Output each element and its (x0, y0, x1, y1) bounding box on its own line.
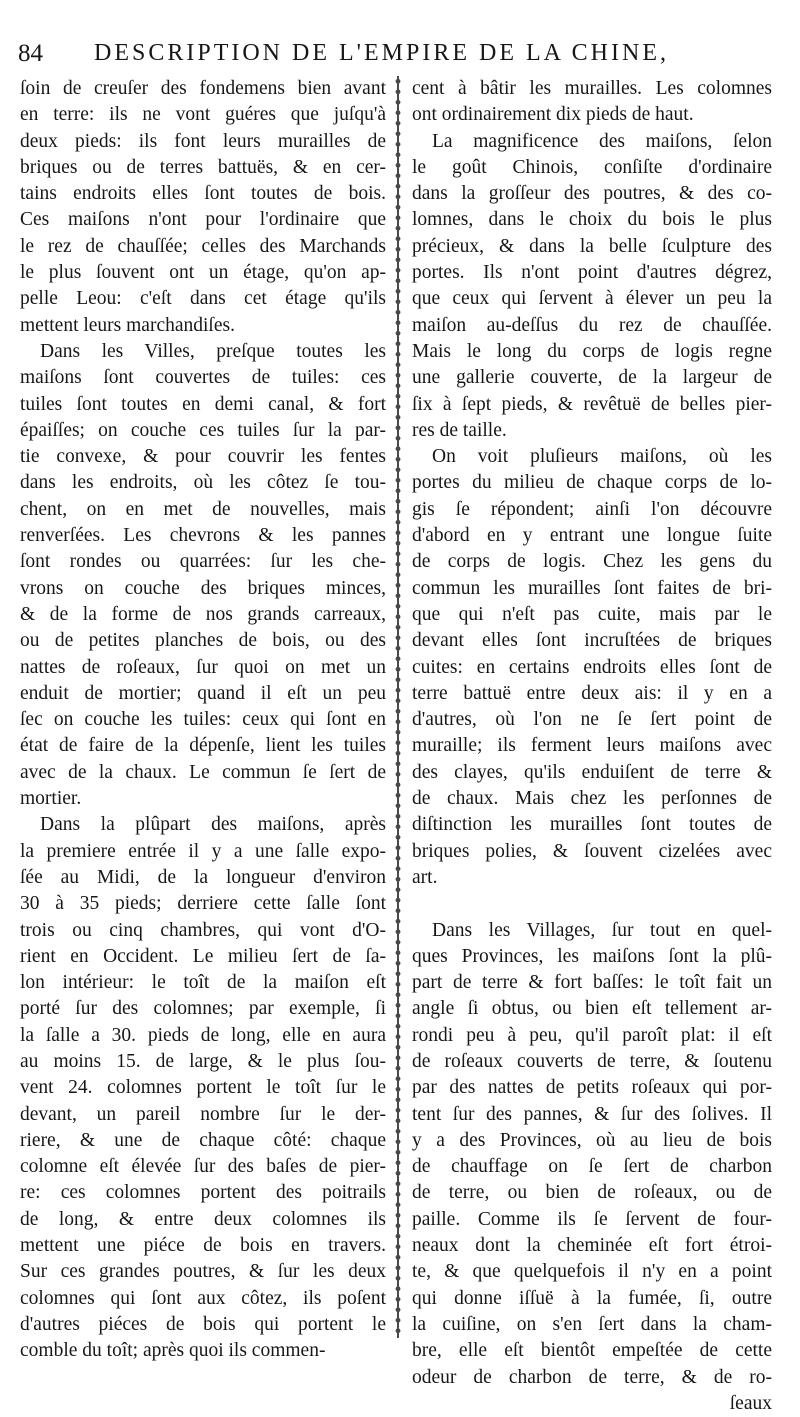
text-line: renverſées. Les chevrons & les pannes (20, 525, 386, 547)
page-header (18, 40, 788, 72)
text-line: tent ſur des pannes, & ſur des ſolives. Il (412, 1103, 772, 1125)
text-line: Mais le long du corps de logis regne (412, 340, 772, 362)
text-line: devant, un pareil nombre ſur le der- (20, 1103, 386, 1125)
text-line: devant elles ſont incruſtées de briques (412, 630, 772, 652)
text-line: Ces maiſons n'ont pour l'ordinaire que (20, 209, 386, 231)
text-line: enduit de mortier; quand il eſt un peu (20, 682, 386, 704)
text-line: de long, & entre deux colomnes ils (20, 1208, 386, 1230)
text-line: d'autres, où l'on ne ſe ſert point de (412, 709, 772, 731)
text-line: terre battuë entre deux ais: il y en a (412, 682, 772, 704)
text-line: Sur ces grandes poutres, & ſur les deux (20, 1261, 386, 1283)
text-line: en terre: ils ne vont guéres que juſqu'à (20, 104, 386, 126)
text-line: cuites: en certains endroits elles ſont de (412, 656, 772, 678)
text-line: trois ou cinq chambres, qui vont d'O- (20, 919, 386, 941)
text-line: rondi peu à peu, qu'il paroît plat: il eſt (412, 1024, 772, 1046)
text-line: des clayes, qu'ils enduiſent de terre & (412, 761, 772, 783)
text-line: par des nattes de petits roſeaux qui por- (412, 1077, 772, 1099)
text-line: ſix à ſept pieds, & revêtuë de belles pier- (412, 393, 772, 415)
text-line: muraille; ils ferment leurs maiſons avec (412, 735, 772, 757)
text-line: Dans les Villes, preſque toutes les (40, 340, 386, 362)
text-line: commun les murailles ſont faites de bri- (412, 577, 772, 599)
text-line: une gallerie couverte, de la largeur de (412, 367, 772, 389)
text-line: Dans la plûpart des maiſons, après (40, 814, 386, 836)
text-line: avec de la chaux. Le commun ſe ſert de (20, 761, 386, 783)
text-line: bre, elle eſt bientôt empeſtée de cette (412, 1340, 772, 1362)
text-line: Dans les Villages, ſur tout en quel- (432, 919, 772, 941)
text-line: nattes de roſeaux, ſur quoi on met un (20, 656, 386, 678)
text-line: dans les endroits, où les côtez ſe tou- (20, 472, 386, 494)
text-line: lomnes, dans le choix du bois le plus (412, 209, 772, 231)
catchword: ſeaux (729, 1392, 772, 1414)
text-line: ques Provinces, les maiſons ſont la plû- (412, 945, 772, 967)
text-line: deux pieds: ils font leurs murailles de (20, 130, 386, 152)
text-line: diſtinction les murailles ſont toutes de (412, 814, 772, 836)
text-line: ou de petites planches de bois, ou des (20, 630, 386, 652)
text-line: dans la groſſeur des poutres, & des co- (412, 183, 772, 205)
text-line: d'abord en y entrant une longue ſuite (412, 525, 772, 547)
text-line: ſée au Midi, de la longueur d'environ (20, 866, 386, 888)
text-line: le plus ſouvent ont un étage, qu'on ap- (20, 262, 386, 284)
text-line: de chauffage on ſe ſert de charbon (412, 1156, 772, 1178)
text-line: lon intérieur: le toît de la maiſon eſt (20, 972, 386, 994)
text-line: rient en Occident. Le milieu ſert de ſa- (20, 945, 386, 967)
text-line: 30 à 35 pieds; derriere cette ſalle ſont (20, 893, 386, 915)
text-line: mettent leurs marchandiſes. (20, 314, 235, 336)
text-line: maiſon au-deſſus du rez de chauſſée. (412, 314, 772, 336)
text-line: portes. Ils n'ont point d'autres dégrez, (412, 262, 772, 284)
text-line: la ſalle a 30. pieds de long, elle en aura (20, 1024, 386, 1046)
text-line: gis ſe répondent; ainſi l'on découvre (412, 498, 772, 520)
text-line: te, & que quelquefois il n'y en a point (412, 1261, 772, 1283)
text-line: que qui n'eſt pas cuite, mais par le (412, 603, 772, 625)
text-line: vent 24. colomnes portent le toît ſur le (20, 1077, 386, 1099)
text-line: paille. Comme ils ſe ſervent de four- (412, 1208, 772, 1230)
text-line: épaiſſes; on couche ces tuiles ſur la par- (20, 419, 386, 441)
page-number: 84 (18, 40, 43, 67)
text-line: briques polies, & ſouvent cizelées avec (412, 840, 772, 862)
text-line: portes du milieu de chaque corps de lo- (412, 472, 772, 494)
text-line: de chaux. Mais chez les perſonnes de (412, 788, 772, 810)
text-line: de corps de logis. Chez les gens du (412, 551, 772, 573)
text-line: pelle Leou: c'eſt dans cet étage qu'ils (20, 288, 386, 310)
text-line: le goût Chinois, conſiſte d'ordinaire (412, 156, 772, 178)
text-line: cent à bâtir les murailles. Les colomnes (412, 78, 772, 99)
text-line: de roſeaux couverts de terre, & ſoutenu (412, 1050, 772, 1072)
text-line: ſec on couche les tuiles: ceux qui ſont en (20, 709, 386, 731)
text-line: comble du toît; après quoi ils commen- (20, 1340, 326, 1362)
text-line: & de la forme de nos grands carreaux, (20, 603, 386, 625)
text-line: briques ou de terres battuës, & en cer- (20, 156, 386, 178)
text-line: précieux, & dans la belle ſculpture des (412, 235, 772, 257)
text-line: mettent une piéce de bois en travers. (20, 1235, 386, 1257)
text-line: ſoin de creuſer des fondemens bien avant (20, 78, 386, 99)
text-line: angle ſi obtus, ou bien eſt tellement ar- (412, 998, 772, 1020)
text-line: au moins 15. de large, & le plus ſou- (20, 1050, 386, 1072)
running-title: DESCRIPTION DE L'EMPIRE DE LA CHINE, (94, 40, 669, 66)
text-line: chent, on en met de nouvelles, mais (20, 498, 386, 520)
text-line: de terre, ou bien de roſeaux, ou de (412, 1182, 772, 1204)
column-divider-ornament (388, 76, 408, 1338)
text-line: tuiles ſont toutes en demi canal, & fort (20, 393, 386, 415)
text-line: riere, & une de chaque côté: chaque (20, 1129, 386, 1151)
text-line: art. (412, 866, 438, 888)
text-line: colomnes qui ſont aux côtez, ils poſent (20, 1287, 386, 1309)
text-line: ont ordinairement dix pieds de haut. (412, 104, 694, 126)
text-line: mortier. (20, 788, 82, 810)
text-line: tains endroits elles ſont toutes de bois. (20, 183, 386, 205)
right-column (412, 76, 772, 1417)
text-line: le rez de chauſſée; celles des Marchands (20, 235, 386, 257)
text-line: y a des Provinces, où au lieu de bois (412, 1129, 772, 1151)
text-line: colomne eſt élevée ſur des baſes de pier- (20, 1156, 386, 1178)
text-line: porté ſur des colomnes; par exemple, ſi (20, 998, 386, 1020)
text-line: qui donne iſſuë à la fumée, ſi, outre (412, 1287, 772, 1309)
text-line: part de terre & fort baſſes: le toît fait un (412, 972, 772, 994)
text-line: tie convexe, & pour couvrir les fentes (20, 446, 386, 468)
text-line: ſont rondes ou quarrées: ſur les che- (20, 551, 386, 573)
text-line: res de taille. (412, 419, 507, 441)
text-line: On voit pluſieurs maiſons, où les (432, 446, 772, 468)
text-line: que ceux qui ſervent à élever un peu la (412, 288, 772, 310)
text-line: odeur de charbon de terre, & de ro- (412, 1366, 772, 1388)
text-line: neaux dont la cheminée eſt fort étroi- (412, 1235, 772, 1257)
text-line: la premiere entrée il y a une ſalle expo- (20, 840, 386, 862)
text-line: La magnificence des maiſons, ſelon (432, 130, 772, 152)
text-line: maiſons ſont couvertes de tuiles: ces (20, 367, 386, 389)
left-column (20, 76, 386, 1365)
text-line (412, 891, 772, 917)
text-line: d'autres piéces de bois qui portent le (20, 1313, 386, 1335)
text-line: vrons on couche des briques minces, (20, 577, 386, 599)
text-line: la cuiſine, on s'en ſert dans la cham- (412, 1313, 772, 1335)
text-line: re: ces colomnes portent des poitrails (20, 1182, 386, 1204)
text-line: état de faire de la dépenſe, lient les tuiles (20, 735, 386, 757)
